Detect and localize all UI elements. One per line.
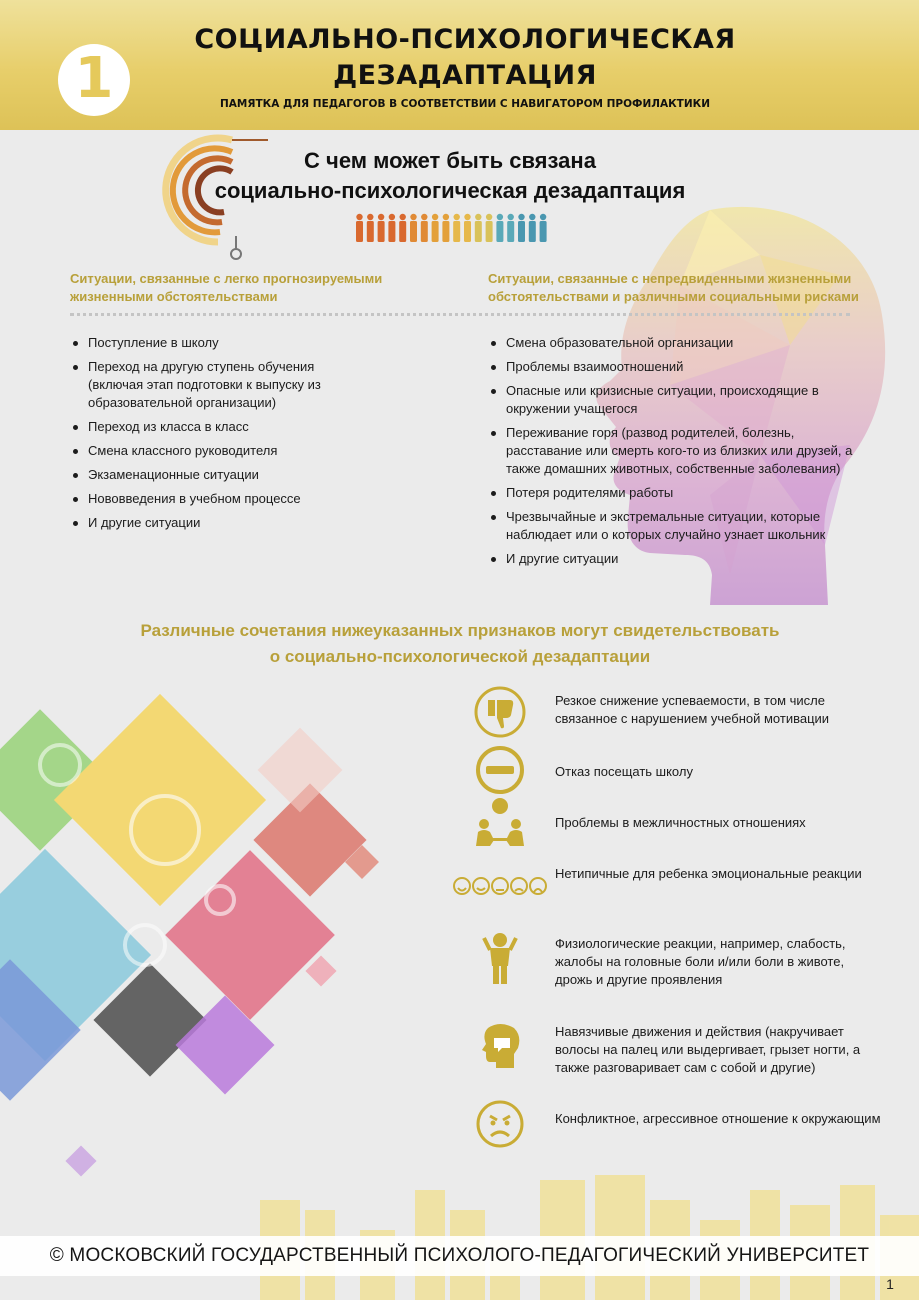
person-figure-icon	[432, 214, 439, 242]
number-badge	[58, 44, 130, 116]
dotted-divider	[70, 313, 850, 316]
list-item: Переход на другую ступень обучения (включая этап подготовки к выпуску из образовательной организации)	[70, 358, 370, 412]
person-figure-icon	[507, 214, 514, 242]
list-item: И другие ситуации	[70, 514, 370, 532]
person-figure-icon	[356, 214, 363, 242]
list-item: Экзаменационные ситуации	[70, 466, 370, 484]
person-figure-icon	[486, 214, 493, 242]
person-figure-icon	[529, 214, 536, 242]
signs-title-line1: Различные сочетания нижеуказанных признаков могут свидетельствовать	[140, 621, 780, 640]
city-skyline-illustration	[250, 1160, 919, 1300]
right-situations-list	[488, 334, 868, 574]
page-subtitle: ПАМЯТКА ДЛЯ ПЕДАГОГОВ В СООТВЕТСТВИИ С НАВИГАТОРОМ ПРОФИЛАКТИКИ	[220, 98, 710, 110]
person-figure-icon	[399, 214, 406, 242]
emoji-faces-icon	[450, 858, 550, 914]
thumbs-down-icon	[462, 684, 538, 740]
footer-copyright: © МОСКОВСКИЙ ГОСУДАРСТВЕННЫЙ ПСИХОЛОГО-ПЕДАГОГИЧЕСКИЙ УНИВЕРСИТЕТ	[49, 1245, 870, 1266]
no-entry-icon	[462, 742, 538, 798]
signs-title-line2: о социально-психологической дезадаптации	[269, 647, 651, 666]
list-item: Переживание горя (развод родителей, болезнь, расставание или смерть кого-то из близких или друзей, а также домашних животных, собственные заболевания)	[488, 424, 868, 478]
list-item: Опасные или кризисные ситуации, происходящие в окружении учащегося	[488, 382, 868, 418]
person-figure-icon	[367, 214, 374, 242]
list-item: Смена классного руководителя	[70, 442, 370, 460]
page-title-line2: ДЕЗАДАПТАЦИЯ	[333, 60, 597, 91]
number-badge-value: 1	[74, 46, 114, 111]
sign-text: Отказ посещать школу	[555, 764, 693, 779]
list-item: Потеря родителями работы	[488, 484, 868, 502]
stressed-person-icon	[462, 930, 538, 986]
person-figure-icon	[388, 214, 395, 242]
list-item: Чрезвычайные и экстремальные ситуации, которые наблюдает или о которых случайно узнает школьник	[488, 508, 868, 544]
header-banner	[0, 0, 919, 130]
diamond-collage-illustration	[0, 680, 440, 1200]
conflict-people-icon	[462, 796, 538, 852]
person-figure-icon	[378, 214, 385, 242]
person-figure-icon	[496, 214, 503, 242]
left-situations-list	[70, 334, 370, 538]
list-item: Поступление в школу	[70, 334, 370, 352]
person-figure-icon	[540, 214, 547, 242]
sign-text: Проблемы в межличностных отношениях	[555, 815, 806, 830]
page-number: 1	[886, 1276, 894, 1292]
person-figure-icon	[410, 214, 417, 242]
person-figure-icon	[518, 214, 525, 242]
sign-text: Конфликтное, агрессивное отношение к окружающим	[555, 1111, 881, 1126]
list-item: Проблемы взаимоотношений	[488, 358, 868, 376]
angry-face-icon	[462, 1096, 538, 1152]
list-item: Нововведения в учебном процессе	[70, 490, 370, 508]
right-column-heading: Ситуации, связанные с непредвиденными жизненными обстоятельствами и различными социальными рисками	[488, 271, 859, 304]
page-title-line1: СОЦИАЛЬНО-ПСИХОЛОГИЧЕСКАЯ	[194, 24, 736, 55]
signs-title	[60, 618, 860, 670]
list-item: И другие ситуации	[488, 550, 868, 568]
head-speech-icon	[462, 1020, 538, 1076]
list-item: Переход из класса в класс	[70, 418, 370, 436]
section-title	[190, 146, 710, 206]
section-title-line2: социально-психологическая дезадаптация	[214, 178, 686, 203]
people-row-icon	[352, 212, 552, 244]
sign-text: Нетипичные для ребенка эмоциональные реакции	[555, 866, 862, 881]
person-figure-icon	[442, 214, 449, 242]
person-figure-icon	[475, 214, 482, 242]
person-figure-icon	[421, 214, 428, 242]
section-title-line1: С чем может быть связана	[304, 148, 596, 173]
sign-text: Резкое снижение успеваемости, в том числе связанное с нарушением учебной мотивации	[555, 693, 830, 726]
list-item: Смена образовательной организации	[488, 334, 868, 352]
left-column-heading: Ситуации, связанные с легко прогнозируемыми жизненными обстоятельствами	[70, 271, 383, 304]
sign-text: Физиологические реакции, например, слабость, жалобы на головные боли и/или боли в животе, дрожь и другие проявления	[555, 936, 846, 987]
person-figure-icon	[453, 214, 460, 242]
page-title	[150, 22, 780, 94]
sign-text: Навязчивые движения и действия (накручивает волосы на палец или выдергивает, грызет ногти, а также разговаривает сам с собой и другие)	[555, 1024, 861, 1075]
person-figure-icon	[464, 214, 471, 242]
